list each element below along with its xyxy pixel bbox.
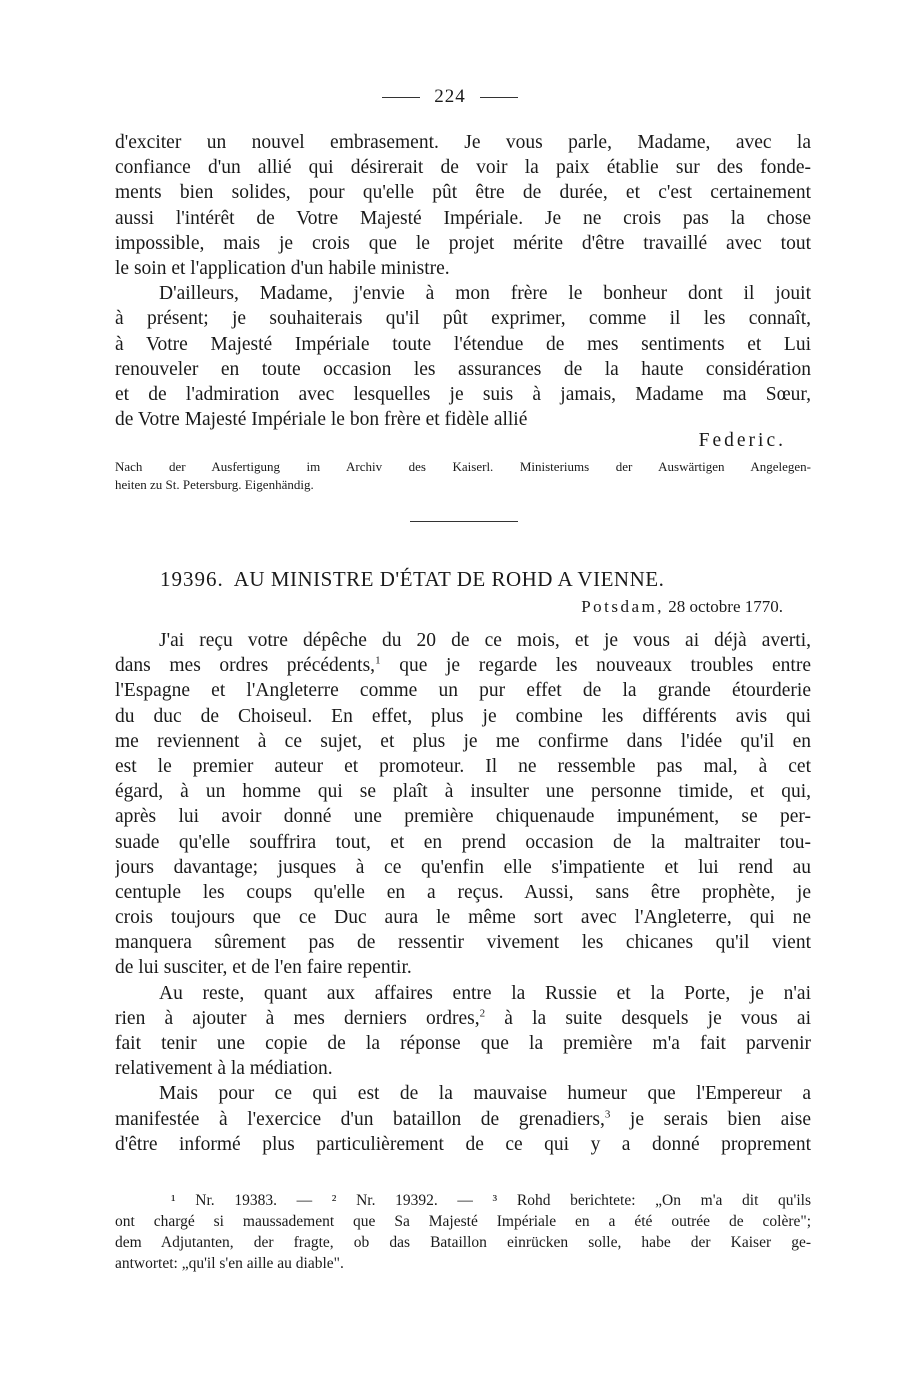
text-line: confiance d'un allié qui désirerait de voir la paix établie sur des fonde-: [115, 157, 811, 179]
source-note-line: Nach der Ausfertigung im Archiv des Kaiserl. Ministeriums der Auswärtigen Angelegen-: [115, 459, 811, 474]
footnote-line: dem Adjutanten, der fragte, ob das Bataillon einrücken solle, habe der Kaiser ge-: [115, 1234, 811, 1251]
letter-number: 19396.: [160, 567, 224, 591]
text-line: et de l'admiration avec lesquelles je suis à jamais, Madame ma Sœur,: [115, 383, 811, 405]
text-line: après lui avoir donné une première chiquenaude impunément, se per-: [115, 806, 811, 828]
text-line: le soin et l'application d'un habile ministre.: [115, 257, 450, 279]
text-line: me reviennent à ce sujet, et plus je me confirme dans l'idée qu'il en: [115, 730, 811, 752]
text-line: J'ai reçu votre dépêche du 20 de ce mois, et je vous ai déjà averti,: [159, 630, 811, 651]
dateline: [581, 597, 783, 617]
footnote-mark: 1: [375, 654, 381, 667]
header-dash-left: [382, 97, 420, 98]
letter-body: [115, 628, 811, 1157]
text-line: ments bien solides, pour qu'elle pût être de durée, et c'est certainement: [115, 182, 811, 204]
text-line: renouveler en toute occasion les assurances de la haute considération: [115, 358, 811, 380]
text-line: à Votre Majesté Impériale toute l'étendue de mes sentiments et Lui: [115, 333, 811, 355]
source-note: [115, 458, 811, 494]
text-line: manifestée à l'exercice d'un bataillon de grenadiers,$^3$ je serais bien aise: [115, 1108, 811, 1130]
dateline-place: Potsdam,: [581, 597, 665, 616]
footnote-mark: 2: [479, 1007, 486, 1020]
letter-heading: [160, 567, 664, 592]
text-line: égard, à un homme qui se plaît à insulter une personne timide, et qui,: [115, 781, 811, 803]
text-line: suade qu'elle souffrira tout, et en prend occasion de la maltraiter tou-: [115, 831, 811, 853]
page-header: [0, 86, 900, 108]
text-line: relativement à la médiation.: [115, 1058, 333, 1080]
footnotes: [115, 1190, 811, 1274]
text-line: fait tenir une copie de la réponse que la première m'a fait parvenir: [115, 1033, 811, 1054]
text-line: manquera sûrement pas de ressentir vivement les chicanes qu'il vient: [115, 932, 811, 954]
text-line: crois toujours que ce Duc aura le même sort avec l'Angleterre, qui ne: [115, 907, 811, 929]
text-line: Mais pour ce qui est de la mauvaise humeur que l'Empereur a: [159, 1083, 811, 1105]
text-line: d'être informé plus particulièrement de ce qui y a donné proprement: [115, 1133, 811, 1155]
continued-paragraph: [115, 130, 811, 432]
text-line: l'Espagne et l'Angleterre comme un pur effet de la grande étourderie: [115, 680, 811, 702]
footnote-line: ¹ Nr. 19383. — ² Nr. 19392. — ³ Rohd berichtete: „On m'a dit qu'ils: [171, 1192, 811, 1209]
section-divider: [410, 521, 518, 522]
dateline-date: 28 octobre 1770.: [668, 597, 783, 616]
text-line: Au reste, quant aux affaires entre la Russie et la Porte, je n'ai: [159, 982, 811, 1004]
signature: Federic.: [698, 430, 786, 451]
text-line: aussi l'intérêt de Votre Majesté Impériale. Je ne crois pas la chose: [115, 207, 811, 229]
footnote-mark: 3: [604, 1108, 611, 1121]
text-line: rien à ajouter à mes derniers ordres,$^2$ à la suite desquels je vous ai: [115, 1007, 811, 1029]
footnote-line: antwortet: „qu'il s'en aille au diable".: [115, 1255, 344, 1272]
text-line: centuple les coups qu'elle en a reçus. Aussi, sans être prophète, je: [115, 881, 811, 903]
source-note-line: heiten zu St. Petersburg. Eigenhändig.: [115, 477, 314, 492]
text-line: est le premier auteur et promoteur. Il ne ressemble pas mal, à cet: [115, 755, 811, 777]
header-dash-right: [480, 97, 518, 98]
text-line: d'exciter un nouvel embrasement. Je vous parle, Madame, avec la: [115, 132, 811, 153]
letter-title: AU MINISTRE D'ÉTAT DE ROHD A VIENNE.: [233, 567, 665, 591]
footnote-line: ont chargé si maussadement que Sa Majesté Impériale en a été outrée de colère";: [115, 1213, 811, 1230]
text-line: de Votre Majesté Impériale le bon frère et fidèle allié: [115, 409, 528, 431]
text-line: impossible, mais je crois que le projet mérite d'être travaillé avec tout: [115, 232, 811, 254]
text-line: jours davantage; jusques à ce qu'enfin elle s'impatiente et lui rend au: [115, 856, 811, 878]
text-line: dans mes ordres précédents,$^1$ que je regarde les nouveaux troubles entre: [115, 654, 811, 677]
text-line: de lui susciter, et de l'en faire repentir.: [115, 957, 412, 979]
text-line: à présent; je souhaiterais qu'il pût exprimer, comme il les connaît,: [115, 308, 811, 330]
text-line: D'ailleurs, Madame, j'envie à mon frère le bonheur dont il jouit: [159, 283, 811, 305]
text-line: du duc de Choiseul. En effet, plus je combine les différents avis qui: [115, 705, 811, 727]
page-number: 224: [434, 86, 466, 107]
